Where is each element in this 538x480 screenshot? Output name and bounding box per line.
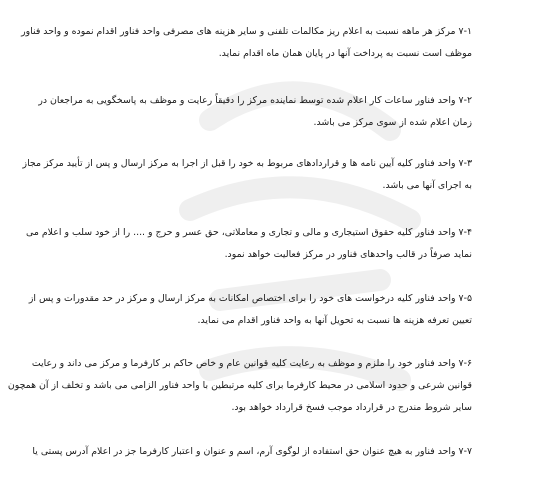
clause-line: ۷-۷ واحد فناور به هیچ عنوان حق استفاده از لوگوی آرم، اسم و عنوان و اعتبار کارفرما جز در اعلام آدرس پستی یا xyxy=(32,446,472,457)
clause-line: ۷-۴ واحد فناور کلیه حقوق استیجاری و مالی و تجاری و معاملاتی، حق عسر و حرج و .... را از خود سلب و اعلام می xyxy=(26,227,472,238)
clause-line: ۷-۱ مرکز هر ماهه نسبت به اعلام ریز مکالمات تلفنی و سایر هزینه های مصرفی واحد فناور اقدام نموده و واحد فناور xyxy=(21,26,472,37)
clause-7-7 xyxy=(32,441,472,463)
clause-line: به اجرای آنها می باشد. xyxy=(382,180,472,191)
clause-7-4 xyxy=(26,222,472,266)
clause-7-1 xyxy=(21,21,472,65)
clause-7-2 xyxy=(38,90,472,134)
clause-line: زمان اعلام شده از سوی مرکز می باشد. xyxy=(313,117,472,128)
clause-line: نماید صرفاً در قالب واحدهای فناور در مرکز فعالیت خواهد نمود. xyxy=(224,249,472,260)
clause-7-3 xyxy=(22,153,472,197)
clause-line: سایر شروط مندرج در قرارداد موجب فسخ قرارداد خواهد بود. xyxy=(231,402,472,413)
clause-7-6 xyxy=(7,353,472,419)
clause-line: قوانین شرعی و حدود اسلامی در محیط کارفرما برای کلیه مرتبطین با واحد فناور الزامی می باشد و تخلف از آن همچون xyxy=(7,380,472,391)
clause-line: ۷-۶ واحد فناور خود را ملزم و موظف به رعایت کلیه قوانین عام و خاص حاکم بر کارفرما و مرکز می داند و رعایت xyxy=(31,358,472,369)
clause-7-5 xyxy=(28,288,472,332)
clause-line: ۷-۵ واحد فناور کلیه درخواست های خود را برای اختصاص امکانات به مرکز ارسال و مرکز در حد مقدورات و پس از xyxy=(28,293,472,304)
clause-line: ۷-۲ واحد فناور ساعات کار اعلام شده توسط نماینده مرکز را دقیقاً رعایت و موظف به پاسخگویی به مراجعان در xyxy=(38,95,472,106)
clause-line: موظف است نسبت به پرداخت آنها در پایان همان ماه اقدام نماید. xyxy=(218,48,472,59)
clause-line: ۷-۳ واحد فناور کلیه آیین نامه ها و قراردادهای مربوط به خود را قبل از اجرا به مرکز ارسال و پس از تأیید مرکز مجاز xyxy=(22,158,472,169)
clause-line: تعیین تعرفه هزینه ها نسبت به تحویل آنها به واحد فناور اقدام می نماید. xyxy=(197,315,472,326)
